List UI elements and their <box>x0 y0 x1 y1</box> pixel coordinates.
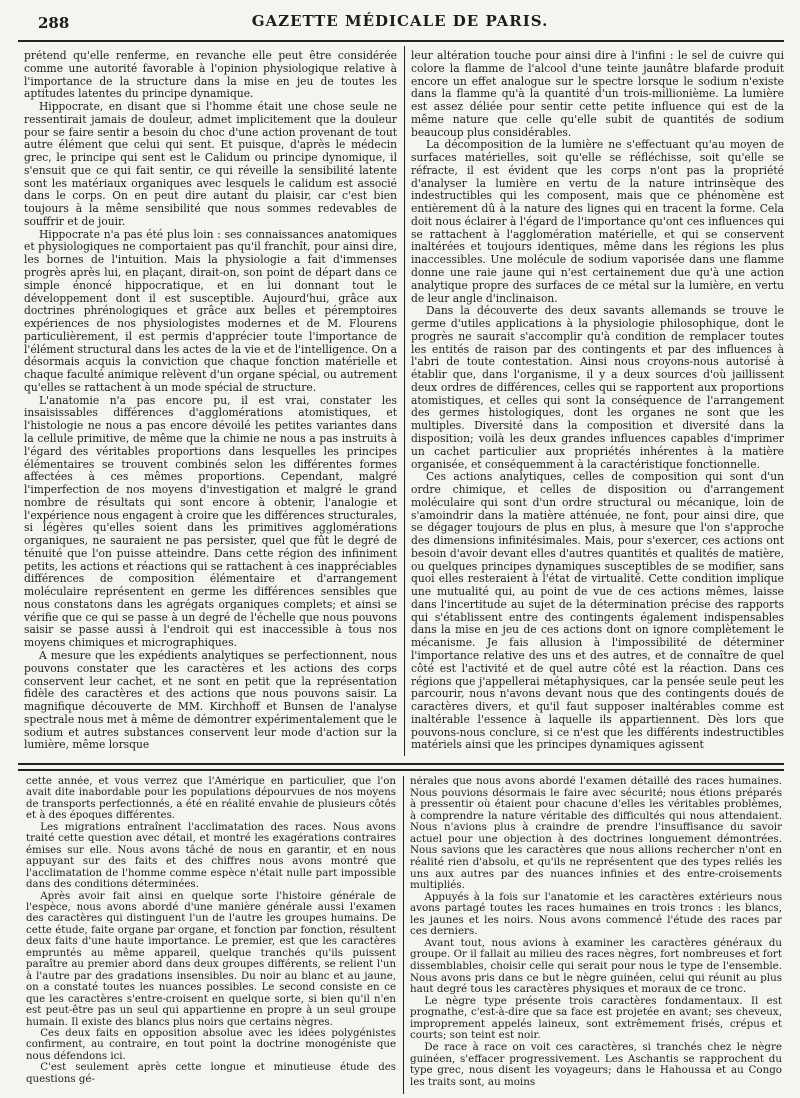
lower-right-column <box>410 776 782 1094</box>
paragraph: A mesure que les expédients analytiques se perfectionnent, nous pouvons constater que les caractères et les actions des corps conservent leur cachet, et ne sont en petit que la représentation fidèle des caractères et des actions que nous pouvons saisir. La magnifique découverte de MM. Kirchhoff et Bunsen de l'analyse spectrale nous met à même de démontrer expérimentalement que le sodium et autres substances conservent leur mode d'action sur la lumière, même lorsque <box>24 648 397 752</box>
paragraph: Ces actions analytiques, celles de composition qui sont d'un ordre chimique, et celles de disposition ou d'arrangement moléculaire qui sont d'un ordre structural ou mécanique, loin de s'amoindrir dans la matière atténuée, ne font, pour ainsi dire, que se dégager toujours de plus en plus, à mesure que l'on s'approche des dimensions infinitésimales. Mais, pour s'exercer, ces actions ont besoin d'avoir devant elles d'autres quantités et qualités de matière, ou quelques principes dynamiques susceptibles de se modifier, sans quoi elles resteraient à l'état de virtualité. Cette condition implique une mutualité qui, au point de vue de ces actions mêmes, laisse dans l'incertitude au sujet de la détermination précise des rapports qui s'établissent entre des contingents également indispensables dans la mise en jeu de ces actions dont on ignore complètement le mécanisme. Je fais allusion à l'impossibilité de déterminer l'importance relative des uns et des autres, et de connaître de quel côté est l'activité et de quel autre côté est la réaction. Dans ces régions que j'appellerai métaphysiques, car la pensée seule peut les parcourir, nous n'avons devant nous que des contingents doués de caractères divers, et qu'il faut supposer inaltérables comme est inaltérable l'essence à laquelle ils appartiennent. Dès lors que pouvons-nous conclure, si ce n'est que les différents indestructibles matériels ainsi que les principes dynamiques agissent <box>411 470 784 752</box>
upper-left-column <box>24 50 397 756</box>
paragraph: Appuyés à la fois sur l'anatomie et les caractères extérieurs nous avons partagé toutes les races humaines en trois troncs : les blancs, les jaunes et les noirs. Nous avons commencé l'étude des races par ces derniers. <box>410 890 782 938</box>
paragraph: Dans la découverte des deux savants allemands se trouve le germe d'utiles applications à la physiologie philosophique, dont le progrès ne saurait s'accomplir qu'à condition de remplacer toutes les entités de raison par des contingents et par des influences à l'abri de toute contestation. Ainsi nous croyons-nous autorisé à établir que, dans l'organisme, il y a deux sources d'où jaillissent deux ordres de différences, celles qui se rapportent aux proportions atomistiques, et celles qui sont la conséquence de l'arrangement des germes histologiques, dont les organes ne sont que les multiples. Diversité dans la composition et diversité dans la disposition; voilà les deux grandes influences capables d'imprimer un cachet particulier aux propriétés inhérentes à la matière organisée, et conséquemment à la caractéristique fonctionnelle. <box>411 304 784 471</box>
section-rule <box>18 763 784 765</box>
header-rule <box>18 40 784 42</box>
paragraph: Avant tout, nous avions à examiner les caractères généraux du groupe. Or il fallait au milieu des races nègres, fort nombreuses et fort dissemblables, choisir celle qui serait pour nous le type de l'ensemble. Nous avons pris dans ce but le nègre guinéen, celui qui réunit au plus haut degré tous les caractères physiques et moraux de ce tronc. <box>410 936 782 996</box>
upper-right-column <box>411 50 784 756</box>
section-rule <box>18 769 784 771</box>
paragraph: cette année, et vous verrez que l'Amérique en particulier, que l'on avait dite inabordable pour les populations dépourvues de nos moyens de transports perfectionnés, a été en réalité envahie de plusieurs côtés et à des époques différentes. <box>26 776 396 822</box>
paragraph: prétend qu'elle renferme, en revanche elle peut être considérée comme une autorité favorable à l'opinion physiologique relative à l'importance de la structure dans la mise en jeu de toutes les aptitudes latentes du principe dynamique. <box>24 50 397 101</box>
column-divider <box>404 46 405 756</box>
paragraph: L'anatomie n'a pas encore pu, il est vrai, constater les insaisissables différences d'agglomérations atomistiques, et l'histologie ne nous a pas encore dévoilé les petites variantes dans la cellule primitive, de même que la chimie ne nous a pas instruits à l'égard des véritables proportions dans lesquelles les principes élémentaires se trouvent combinés selon les différentes formes affectées à ces mêmes proportions. Cependant, malgré l'imperfection de nos moyens d'investigation et malgré le grand nombre de résultats qui sont encore à obtenir, l'analogie et l'expérience nous engagent à croire que les différences structurales, si légères qu'elles soient dans les primitives agglomérations organiques, ne sauraient ne pas persister, quel que fût le degré de ténuité que l'on puisse atteindre. Dans cette région des infiniment petits, les actions et réactions qui se rattachent à ces inappréciables différences de composition élémentaire et d'arrangement moléculaire représentent en germe les différences sensibles que nous constatons dans les agrégats organiques complets; et ainsi se vérifie que ce qui se passe à un degré de l'échelle que nous pouvons saisir se passe aussi à l'endroit qui est inaccessible à tous nos moyens chimiques et micrographiques. <box>24 393 397 650</box>
paragraph: Hippocrate n'a pas été plus loin : ses connaissances anatomiques et physiologiques ne comportaient pas qu'il franchît, pour ainsi dire, les bornes de l'intuition. Mais la physiologie a fait d'immenses progrès après lui, en plaçant, dirait-on, son point de départ dans ce simple énoncé hippocratique, et en lui donnant tout le développement dont il est susceptible. Aujourd'hui, grâce aux doctrines phrénologiques et grâce aux belles et péremptoires expériences de nos physiologistes modernes et de M. Flourens particulièrement, il est permis d'apprécier toute l'importance de l'élément structural dans les actes de la vie et de l'intelligence. On a désormais acquis la conviction que chaque fonction matérielle et chaque faculté animique relèvent d'un organe spécial, ou autrement qu'elles se rattachent à un mode spécial de structure. <box>24 227 397 394</box>
paragraph: nérales que nous avons abordé l'examen détaillé des races humaines. Nous pouvions désormais le faire avec sécurité; nous étions préparés à pressentir où étaient pour chacune d'elles les véritables problèmes, à comprendre la nature véritable des difficultés qui nous attendaient. Nous n'avions plus à craindre de prendre l'insuffisance du savoir actuel pour une objection à des doctrines longuement démontrées. Nous savions que les caractères que nous allions rechercher n'ont en réalité rien d'absolu, et qu'ils ne représentent que des types reliés les uns aux autres par des nuances infinies et des entre-croisements multipliés. <box>410 776 782 892</box>
paragraph: La décomposition de la lumière ne s'effectuant qu'au moyen de surfaces matérielles, soit qu'elle se réfléchisse, soit qu'elle se réfracte, il est évident que les corps n'ont pas la propriété d'analyser la lumière en vertu de la nature intrinsèque des indestructibles qui les composent, mais que ce phénomène est entièrement dû à la nature des lignes qui en tracent la forme. Cela doit nous éclairer à l'égard de l'importance qu'ont ces influences qui se rattachent à l'agglomération matérielle, et qui se conservent inaltérées et toujours identiques, même dans les régions les plus inaccessibles. Une molécule de sodium vaporisée dans une flamme donne une raie jaune qui n'est certainement due qu'à une action analytique propre des surfaces de ce métal sur la lumière, en vertu de leur angle d'inclinaison. <box>411 138 784 305</box>
lower-left-column <box>26 776 396 1094</box>
journal-title: GAZETTE MÉDICALE DE PARIS. <box>251 12 549 30</box>
paragraph: De race à race on voit ces caractères, si tranchés chez le nègre guinéen, s'effacer progressivement. Les Aschantis se rapprochent du type grec, nous disent les voyageurs; dans le Hahoussa et au Congo les traits sont, au moins <box>410 1040 782 1088</box>
column-divider <box>403 776 404 1094</box>
page-header <box>0 0 800 40</box>
paragraph: C'est seulement après cette longue et minutieuse étude des questions gé- <box>26 1062 396 1085</box>
paragraph: Après avoir fait ainsi en quelque sorte l'histoire générale de l'espèce, nous avons abordé d'une manière générale aussi l'examen des caractères qui distinguent l'un de l'autre les groupes humains. De cette étude, faite organe par organe, et fonction par fonction, résultent deux faits d'une haute importance. Le premier, est que les caractères empruntés au même appareil, quelque tranchés qu'ils puissent paraître au premier abord dans deux groupes différents, se relient l'un à l'autre par des gradations insensibles. Du noir au blanc et au jaune, on a constaté toutes les nuances possibles. Le second consiste en ce que les caractères s'entre-croisent en quelque sorte, si bien qu'il n'en est peut-être pas un seul qui appartienne en propre à un seul groupe humain. Il existe des blancs plus noirs que certains nègres. <box>26 890 396 1028</box>
paragraph: leur altération touche pour ainsi dire à l'infini : le sel de cuivre qui colore la flamme de l'alcool d'une teinte jaunâtre blafarde produit encore un effet analogue sur le spectre lorsque le sodium n'existe dans la flamme qu'à la quantité d'un trois-millionième. La lumière est assez déliée pour sentir cette petite influence qui est de la même nature que celle qu'elle subit de quantités de sodium beaucoup plus considérables. <box>411 50 784 139</box>
page-number: 288 <box>38 14 70 32</box>
paragraph: Ces deux faits en opposition absolue avec les idées polygénistes confirment, au contraire, en tout point la doctrine monogéniste que nous défendons ici. <box>26 1027 396 1062</box>
paragraph: Le nègre type présente trois caractères fondamentaux. Il est prognathe, c'est-à-dire que sa face est projetée en avant; ses cheveux, improprement appelés laineux, sont extrêmement frisés, crépus et courts; son teint est noir. <box>410 994 782 1042</box>
paragraph: Les migrations entraînent l'acclimatation des races. Nous avons traité cette question avec détail, et montré les exagérations contraires émises sur elle. Nous avons tâché de nous en garantir, et en nous appuyant sur des faits et des chiffres nous avons montré que l'acclimatation de l'homme comme espèce n'était nulle part impossible dans des conditions déterminées. <box>26 821 396 891</box>
paragraph: Hippocrate, en disant que si l'homme était une chose seule ne ressentirait jamais de douleur, admet implicitement que la douleur pour se faire sentir a besoin du choc d'une action provenant de tout autre élément que celui qui sent. Et puisque, d'après le médecin grec, le principe qui sent est le Calidum ou principe dynomique, il s'ensuit que ce qui fait sentir, ce qui réveille la sensibilité latente sont les matériaux organiques avec lesquels le calidum est associé dans le corps. On en peut dire autant du plaisir, car c'est bien toujours à la même sensibilité que nous sommes redevables de souffrir et de jouir. <box>24 100 397 228</box>
